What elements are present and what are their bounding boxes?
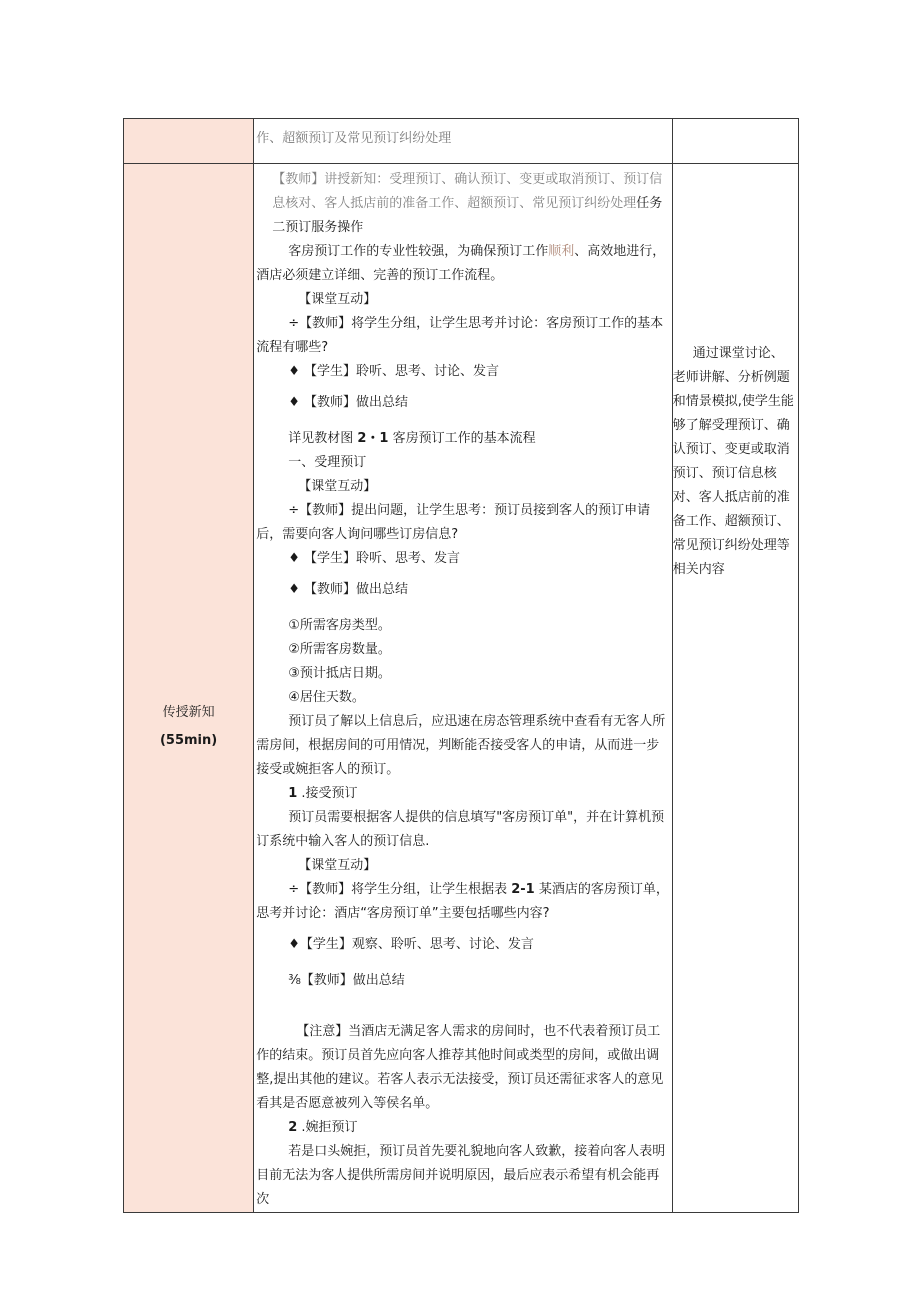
list-item: ①所需客房类型。 [288, 618, 391, 633]
intro-task-text: 任务二预订服务操作 [272, 196, 663, 235]
subsection-heading [256, 1116, 671, 1140]
fig-number: 2・1 [357, 431, 389, 446]
section-label [124, 699, 253, 755]
paragraph [256, 240, 671, 288]
list-item: ③预计抵店日期。 [288, 666, 391, 681]
teacher-item: ÷【教师】将学生分组，让学生思考并讨论：客房预订工作的基本流程有哪些? [256, 316, 664, 355]
student-item: ♦ 【学生】聆听、思考、讨论、发言 [288, 364, 499, 379]
section-heading: 一、受理预订 [288, 455, 367, 470]
section-duration: (55min) [159, 733, 218, 748]
teacher-item [256, 878, 671, 926]
p1-text-a: 客房预订工作的专业性较强，为确保预订工作 [288, 244, 549, 259]
content-cell [254, 119, 673, 164]
spacer [256, 1013, 671, 1020]
paragraph: 若是口头婉拒，预订员首先要礼貌地向客人致歉，接着向客人表明目前无法为客人提供所需房间并说明原因，最后应表示希望有机会能再次 [256, 1144, 666, 1207]
spacer [256, 415, 671, 427]
list-item: ②所需客房数量。 [288, 642, 391, 657]
teaching-notes [673, 164, 798, 582]
p1-text-light: 顺利 [548, 244, 575, 259]
spacer [256, 957, 671, 969]
fig-text-a: 详见教材图 [288, 431, 354, 446]
figure-reference [256, 427, 671, 451]
subsection-number: 2 [288, 1120, 298, 1135]
table-row [124, 119, 799, 164]
spacer [256, 384, 671, 391]
teacher-summary: ♦ 【教师】做出总结 [288, 582, 408, 597]
list-item: ④居住天数。 [288, 690, 365, 705]
paragraph: 预订员了解以上信息后，应迅速在房态管理系统中查看有无客人所需房间，根据房间的可用情况，判断能否接受客人的申请，从而进一步接受或婉拒客人的预订。 [256, 714, 666, 777]
fig-text-b: 客房预订工作的基本流程 [392, 431, 536, 446]
spacer [256, 602, 671, 614]
student-item: ♦【学生】观察、聆听、思考、讨论、发言 [288, 937, 534, 952]
p1-text-b: 、高效地进行，酒店必须建立详细、完善的预订工作流程。 [256, 244, 666, 283]
teacher-item: ÷【教师】提出问题，让学生思考：预订员接到客人的预订申请后，需要向客人询问哪些订房信息? [256, 503, 651, 542]
t3-text-a: ÷【教师】将学生分组，让学生根据表 [288, 882, 508, 897]
table-row [124, 164, 799, 1213]
spacer [256, 926, 671, 933]
interaction-heading: 【课堂互动】 [298, 479, 377, 494]
spacer [256, 571, 671, 578]
table-number: 2-1 [511, 882, 535, 897]
teacher-summary: ⅜【教师】做出总结 [288, 973, 405, 988]
paragraph: 预订员需要根据客人提供的信息填写"客房预订单"，并在计算机预订系统中输入客人的预订信息. [256, 810, 665, 849]
subsection-title: .接受预订 [301, 786, 358, 801]
teacher-summary: ♦ 【教师】做出总结 [288, 395, 408, 410]
section-cell-empty [124, 119, 254, 164]
intro-paragraph [256, 168, 671, 240]
subsection-number: 1 [288, 786, 298, 801]
note-paragraph: 【注意】当酒店无满足客人需求的房间时，也不代表着预订员工作的结束。预订员首先应向客人推荐其他时间或类型的房间，或做出调整,提出其他的建议。若客人表示无法接受，预订员还需征求客人的意见看其是否愿意被列入等侯名单。 [256, 1024, 664, 1111]
notes-text: 通过课堂讨论、老师讲解、分析例题和情景模拟,使学生能够了解受理预订、确认预订、变更或取消预订、预订信息核对、客人抵店前的准备工作、超额预订、常见预订纠纷处理等相关内容 [672, 346, 794, 577]
subsection-title: .婉拒预订 [301, 1120, 358, 1135]
notes-cell [672, 164, 798, 1213]
t3-text-b: 某酒店的客房预订单，思考并讨论：酒店“客房预订单”主要包括哪些内容? [256, 882, 669, 921]
content-cell [254, 164, 673, 1213]
intro-gray-text: 【教师】讲授新知：受理预订、确认预订、变更或取消预订、预订信息核对、客人抵店前的准备工作、超额预订、常见预订纠纷处理 [272, 172, 663, 211]
subsection-heading [256, 782, 671, 806]
spacer [256, 993, 671, 1013]
lesson-content [254, 164, 672, 1212]
lesson-table [123, 118, 799, 1213]
section-cell [124, 164, 254, 1213]
interaction-heading: 【课堂互动】 [298, 858, 377, 873]
student-item: ♦ 【学生】聆听、思考、发言 [288, 551, 460, 566]
section-title: 传授新知 [162, 705, 215, 720]
row1-content: 作、超额预订及常见预订纠纷处理 [256, 131, 452, 146]
notes-cell-empty [672, 119, 798, 164]
interaction-heading: 【课堂互动】 [298, 292, 377, 307]
